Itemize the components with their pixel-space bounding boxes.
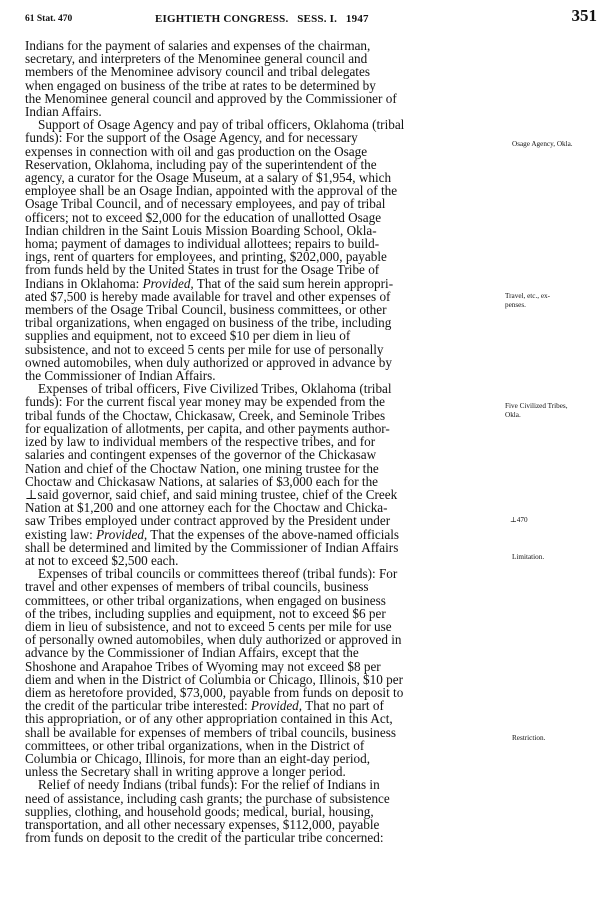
text-line: subsistence, and not to exceed 5 cents per mile for use of personally	[25, 341, 384, 357]
text-line: from funds on deposit to the credit of the particular tribe concerned:	[25, 830, 384, 846]
text-line: diem and when in the District of Columbia or Chicago, Illinois, $10 per	[25, 671, 403, 687]
text-line: from funds held by the United States in trust for the Osage Tribe of	[25, 262, 380, 278]
text-line: expenses in connection with oil and gas production on the Osage	[25, 143, 368, 159]
text-line: Osage Tribal Council, and of necessary employees, and pay of tribal	[25, 196, 386, 212]
text-line: ⊥said governor, said chief, and said mining trustee, chief of the Creek	[25, 486, 398, 502]
text-line: members of the Osage Tribal Council, business committees, or other	[25, 302, 387, 318]
margin-note-osage-agency: Osage Agency, Okla.	[512, 140, 573, 148]
text-line: Indian Affairs.	[25, 104, 102, 120]
text-line: saw Tribes employed under contract approved by the President under	[25, 513, 391, 529]
text-line: transportation, and all other necessary expenses, $112,000, payable	[25, 816, 380, 832]
text-line: Support of Osage Agency and pay of tribal officers, Oklahoma (tribal	[38, 117, 405, 133]
text-line: ings, rent of quarters for employees, and printing, $202,000, payable	[25, 249, 387, 265]
text-line: Nation and chief of the Choctaw Nation, one mining trustee for the	[25, 460, 379, 476]
text-line: funds): For the current fiscal year money may be expended from the	[25, 394, 385, 410]
text-line: Relief of needy Indians (tribal funds): For the relief of Indians in	[38, 777, 380, 793]
text-line: committees, or other tribal organizations, when in the District of	[25, 737, 365, 753]
text-line: ized by law to individual members of the respective tribes, and for	[25, 434, 376, 450]
text-line: Columbia or Chicago, Illinois, for more than an eight-day period,	[25, 750, 370, 766]
running-title: EIGHTIETH CONGRESS. SESS. I. 1947	[155, 13, 369, 25]
page-header	[25, 6, 597, 26]
statute-body-text	[25, 39, 493, 844]
text-line: Choctaw and Chickasaw Nations, at salaries of $3,000 each for the	[25, 473, 379, 489]
text-line: tribal funds of the Choctaw, Chickasaw, Creek, and Seminole Tribes	[25, 407, 386, 423]
text-line: Indian children in the Saint Louis Mission Boarding School, Okla-	[25, 222, 377, 238]
text-line: supplies, clothing, and household goods; medical, burial, housing,	[25, 803, 374, 819]
text-line: homa; payment of damages to individual allottees; repairs to build-	[25, 236, 380, 252]
text-line: Reservation, Oklahoma, including pay of the superintendent of the	[25, 156, 377, 172]
text-line: advance by the Commissioner of Indian Affairs, except that the	[25, 645, 359, 661]
text-line: Indians in Oklahoma: Provided, That of the said sum herein appropri-	[25, 275, 394, 291]
text-line: the Menominee general council and approved by the Commissioner of	[25, 90, 397, 106]
text-line: unless the Secretary shall in writing approve a longer period.	[25, 764, 346, 780]
text-line: for equalization of allotments, per capita, and other payments author-	[25, 420, 390, 436]
text-line: Expenses of tribal councils or committees thereof (tribal funds): For	[38, 566, 398, 582]
text-line: travel and other expenses of members of tribal councils, business	[25, 579, 369, 595]
text-line: diem as heretofore provided, $73,000, payable from funds on deposit to	[25, 684, 404, 700]
margin-note-limitation: Limitation.	[512, 553, 545, 561]
text-line: Nation at $1,200 and one attorney each for the Choctaw and Chicka-	[25, 500, 388, 516]
text-line: need of assistance, including cash grants; the purchase of subsistence	[25, 790, 390, 806]
text-line: supplies and equipment, not to exceed $10 per diem in lieu of	[25, 328, 351, 344]
page-number: 351	[571, 6, 597, 25]
text-line: existing law: Provided, That the expenses of the above-named officials	[25, 526, 400, 542]
text-line: owned automobiles, when duly authorized or approved in advance by	[25, 354, 392, 370]
text-line: members of the Menominee advisory council and tribal delegates	[25, 64, 370, 80]
text-line: shall be available for expenses of members of tribal councils, business	[25, 724, 396, 740]
text-line: employee shall be an Osage Indian, appointed with the approval of the	[25, 183, 398, 199]
text-line: this appropriation, or of any other appropriation contained in this Act,	[25, 711, 393, 727]
text-line: funds): For the support of the Osage Agency, and for necessary	[25, 130, 358, 146]
text-line: salaries and contingent expenses of the governor of the Chickasaw	[25, 447, 377, 463]
margin-note-restriction: Restriction.	[512, 734, 546, 742]
text-line: of the tribes, including supplies and equipment, not to exceed $6 per	[25, 605, 386, 621]
text-line: tribal organizations, when engaged on business of the tribe, including	[25, 315, 392, 331]
text-line: ated $7,500 is hereby made available for travel and other expenses of	[25, 288, 391, 304]
text-line: shall be determined and limited by the Commissioner of Indian Affairs	[25, 539, 399, 555]
text-line: secretary, and interpreters of the Menominee general council and	[25, 51, 368, 67]
text-line: Expenses of tribal officers, Five Civilized Tribes, Oklahoma (tribal	[38, 381, 392, 397]
text-line: Indians for the payment of salaries and expenses of the chairman,	[25, 38, 371, 53]
margin-note-five-civilized-tribes: Five Civilized Tribes, Okla.	[505, 402, 568, 419]
margin-note-travel-expenses: Travel, etc., ex- penses.	[505, 292, 551, 309]
text-line: Shoshone and Arapahoe Tribes of Wyoming may not exceed $8 per	[25, 658, 381, 674]
text-line: diem in lieu of subsistence, and not to exceed 5 cents per mile for use	[25, 618, 392, 634]
text-line: the Commissioner of Indian Affairs.	[25, 368, 216, 384]
text-line: officers; not to exceed $2,000 for the education of unallotted Osage	[25, 209, 382, 225]
text-line: the credit of the particular tribe interested: Provided, That no part of	[25, 698, 384, 714]
margin-note-page-reference: ⊥470	[510, 516, 528, 524]
text-line: when engaged on business of the tribe at rates to be determined by	[25, 77, 376, 93]
text-line: of personally owned automobiles, when duly authorized or approved in	[25, 632, 402, 648]
text-line: committees, or other tribal organizations, when engaged on business	[25, 592, 386, 608]
text-line: at not to exceed $2,500 each.	[25, 552, 179, 568]
statute-citation: 61 Stat. 470	[25, 14, 73, 24]
text-line: agency, a curator for the Osage Museum, at a salary of $1,954, which	[25, 170, 392, 186]
